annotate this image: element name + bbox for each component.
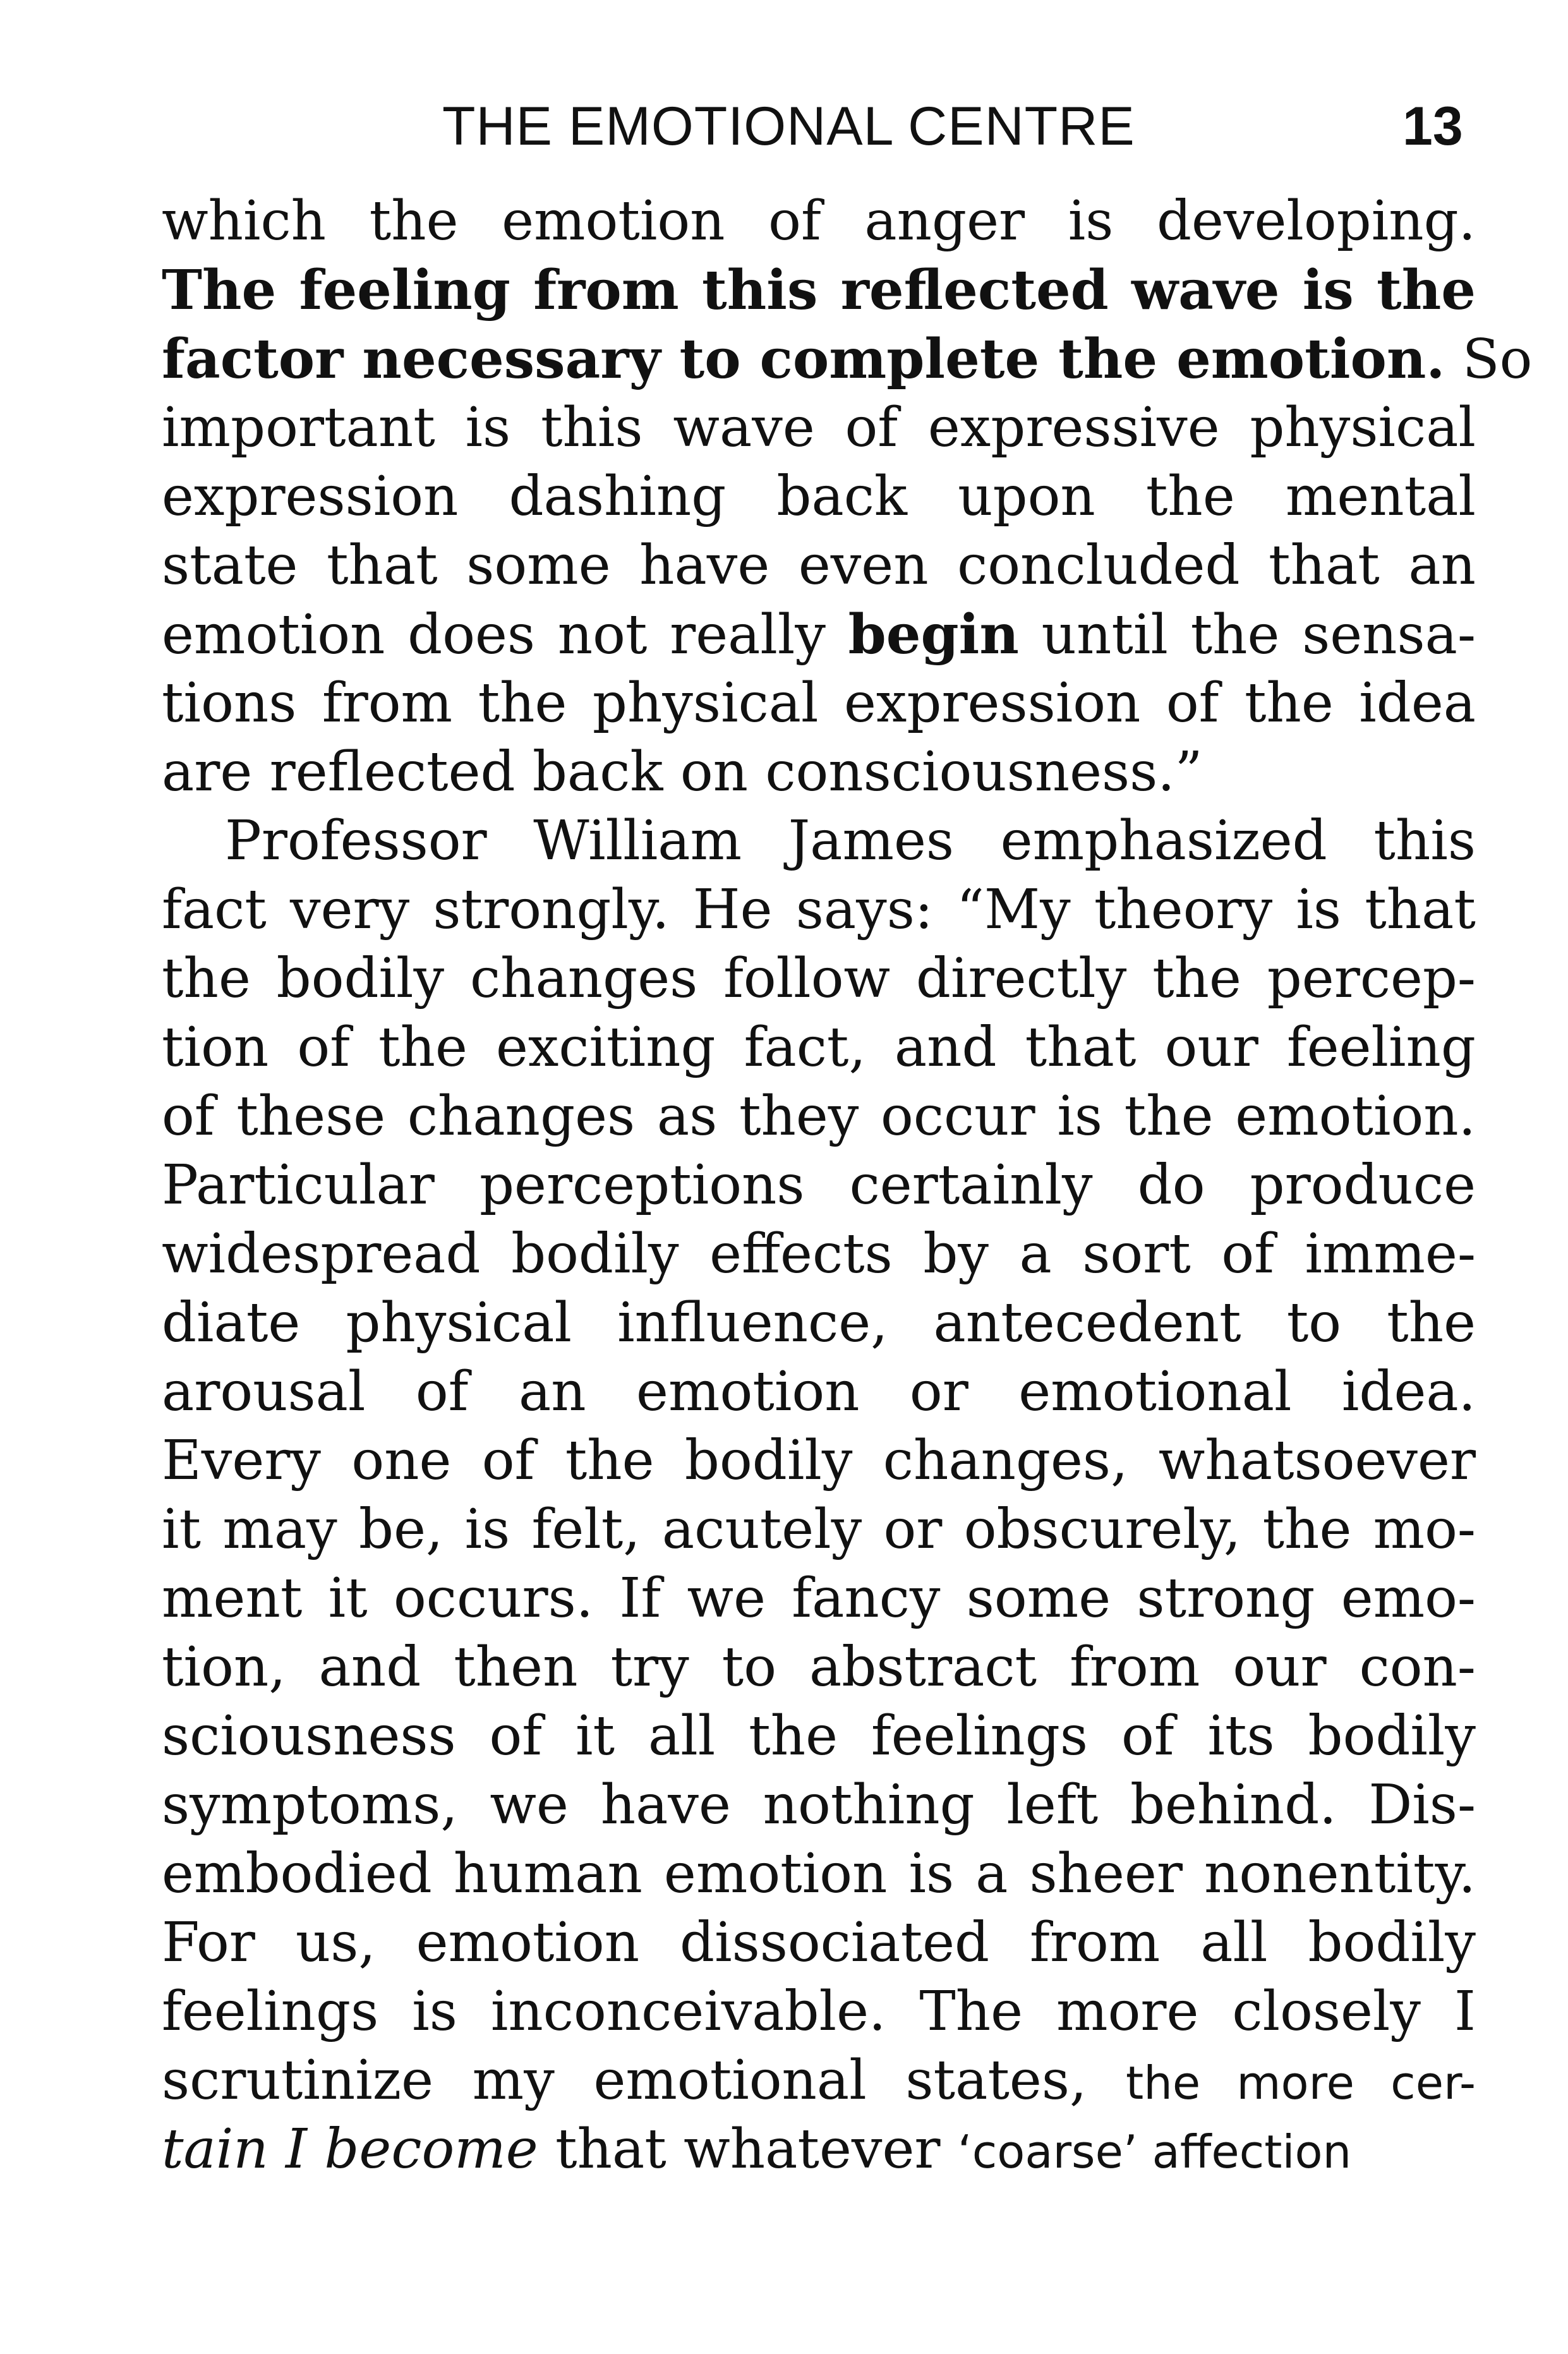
text-segment: sciousness of it all the feelings of its bodily <box>162 1705 1476 1768</box>
text-line <box>162 1082 1476 1151</box>
text-line <box>162 256 1476 325</box>
text-segment: are reflected back on consciousness.” <box>162 740 1203 804</box>
text-segment: arousal of an emotion or emotional idea. <box>162 1360 1476 1423</box>
text-segment: important is this wave of expressive physical <box>162 396 1476 459</box>
text-segment: the more cer- <box>1125 2056 1476 2110</box>
text-line <box>162 1013 1476 1082</box>
text-line <box>162 1840 1476 1909</box>
text-segment: scrutinize my emotional states, <box>162 2049 1126 2112</box>
text-segment: Every one of the bodily changes, whatsoever <box>162 1429 1476 1492</box>
text-segment: emotion does not really <box>162 603 848 667</box>
text-line <box>162 1702 1476 1771</box>
text-segment: until the sensa- <box>1018 603 1476 667</box>
text-segment: ‘coarse’ affection <box>957 2125 1352 2178</box>
text-line <box>162 325 1533 394</box>
text-segment: So <box>1445 328 1533 391</box>
body-text <box>162 187 1533 2184</box>
text-segment: Particular perceptions certainly do produce <box>162 1154 1476 1217</box>
text-line <box>162 2046 1476 2115</box>
text-line <box>162 1151 1476 1220</box>
text-segment: begin <box>848 603 1019 667</box>
text-segment: tions from the physical expression of the idea <box>162 672 1476 735</box>
text-segment: that whatever <box>538 2118 958 2181</box>
text-line <box>162 807 1476 876</box>
text-line <box>162 1427 1476 1495</box>
text-segment: factor necessary to complete the emotion. <box>162 327 1445 391</box>
text-segment: diate physical influence, antecedent to the <box>162 1291 1476 1355</box>
text-line <box>162 945 1476 1013</box>
text-segment: state that some have even concluded that an <box>162 534 1476 597</box>
text-segment: tain I become <box>162 2118 538 2181</box>
text-line <box>162 738 1476 807</box>
text-line <box>162 1220 1476 1289</box>
text-segment: embodied human emotion is a sheer nonentity. <box>162 1842 1476 1905</box>
text-line <box>162 394 1476 462</box>
text-line <box>162 531 1476 600</box>
text-line <box>162 600 1476 669</box>
text-segment: expression dashing back upon the mental <box>162 465 1476 528</box>
text-line <box>162 1564 1476 1633</box>
text-line <box>162 876 1476 945</box>
text-segment: symptoms, we have nothing left behind. Dis- <box>162 1773 1476 1837</box>
text-line <box>162 1633 1476 1702</box>
text-line <box>162 1909 1476 1977</box>
page-number: 13 <box>1402 96 1463 157</box>
running-head <box>0 88 1568 164</box>
text-segment: which the emotion of anger is developing. <box>162 190 1476 253</box>
text-line <box>162 1289 1476 1358</box>
text-line <box>162 1977 1476 2046</box>
text-line <box>162 1358 1476 1427</box>
running-title: THE EMOTIONAL CENTRE <box>442 96 1135 157</box>
text-segment: tion, and then try to abstract from our con- <box>162 1636 1476 1699</box>
text-segment: of these changes as they occur is the emotion. <box>162 1085 1476 1148</box>
text-line <box>162 1771 1476 1840</box>
text-segment: the bodily changes follow directly the percep- <box>162 947 1476 1010</box>
text-segment: it may be, is felt, acutely or obscurely, the mo- <box>162 1498 1476 1561</box>
text-line <box>162 2115 1476 2184</box>
text-segment: feelings is inconceivable. The more closely I <box>162 1980 1476 2043</box>
text-segment: tion of the exciting fact, and that our feeling <box>162 1016 1476 1079</box>
text-segment: fact very strongly. He says: “My theory is that <box>162 878 1476 941</box>
text-segment: For us, emotion dissociated from all bodily <box>162 1911 1476 1974</box>
text-line <box>162 1495 1476 1564</box>
text-line <box>162 187 1476 256</box>
text-line <box>162 669 1476 738</box>
text-line <box>162 462 1476 531</box>
text-segment: The feeling from this reflected wave is the <box>162 258 1476 322</box>
text-segment: Professor William James emphasized this <box>225 809 1476 872</box>
text-segment: widespread bodily effects by a sort of imme- <box>162 1222 1476 1286</box>
text-segment: ment it occurs. If we fancy some strong emo- <box>162 1567 1476 1630</box>
